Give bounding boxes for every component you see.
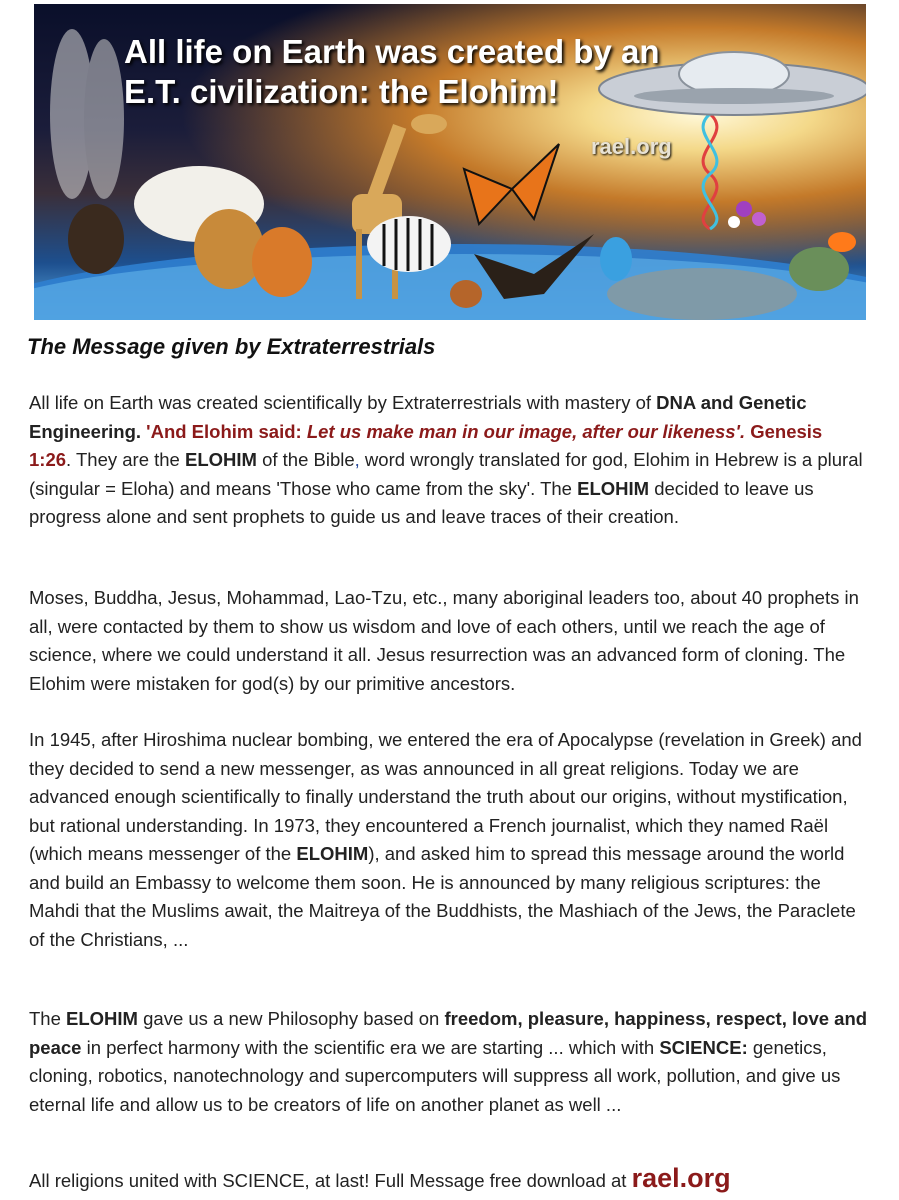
butterfly xyxy=(464,144,559,224)
p1-bold-elohim-2: ELOHIM xyxy=(577,477,650,499)
p1-text-4: word wrongly translated for god, Elohim in Hebrew is a plural (singular = Eloha) and means 'Those who came from the sky'. The xyxy=(29,449,863,499)
chimpanzee xyxy=(68,204,124,274)
p4-bold-values: freedom, pleasure, happiness, respect, love and peace xyxy=(29,1008,868,1058)
banner-image xyxy=(34,4,866,320)
human-silhouettes xyxy=(50,29,124,199)
p1-quote-intro: 'And Elohim said: xyxy=(141,420,307,442)
p1-text-3: of the Bible xyxy=(256,449,355,470)
p5-text: All religions united with SCIENCE, at last! Full Message free download at xyxy=(29,1170,632,1191)
p4-text-4: genetics, cloning, robotics, nanotechnology and supercomputers will suppress all work, pollution, and give us eternal life and allow us to be creators of life on another planet as well ... xyxy=(29,1036,841,1115)
paragraph-prophets: Moses, Buddha, Jesus, Mohammad, Lao-Tzu, etc., many aboriginal leaders too, about 40 prophets in all, were contacted by them to show us wisdom and love of each others, until we reach the age of science, where we could understand it all. Jesus resurrection was an advanced form of cloning. The Elohim were mistaken for god(s) by our primitive ancestors. xyxy=(29,587,859,694)
parrot xyxy=(600,237,632,281)
p1-quote-text: Let us make man in our image, after our likeness'. xyxy=(306,420,746,442)
p1-text-2: . They are the xyxy=(66,449,185,470)
p1-text-1: All life on Earth was created scientifically by Extraterrestrials with mastery of xyxy=(29,392,657,413)
p1-bold-dna: DNA and Genetic Engineering. xyxy=(29,392,807,442)
p4-text-3: in perfect harmony with the scientific era we are starting ... which with xyxy=(81,1036,660,1058)
banner-title-line-1: All life on Earth was created by an xyxy=(124,33,660,70)
whale xyxy=(607,268,797,320)
p3-bold-elohim: ELOHIM xyxy=(296,843,369,864)
p4-bold-science: SCIENCE: xyxy=(659,1036,748,1058)
lion xyxy=(194,209,264,289)
page-heading: The Message given by Extraterrestrials xyxy=(27,334,436,359)
p1-genesis-reference: Genesis 1:26 xyxy=(29,420,823,470)
dna-helix xyxy=(703,114,717,229)
p1-comma: , xyxy=(354,449,360,470)
p4-bold-elohim: ELOHIM xyxy=(66,1008,138,1029)
tiger xyxy=(252,227,312,297)
paragraph-download xyxy=(29,1164,869,1196)
p1-text-5: decided to leave us progress alone and sent prophets to guide us and leave traces of their creation. xyxy=(29,477,814,527)
p4-text-2: gave us a new Philosophy based on xyxy=(137,1008,445,1029)
p3-text-1: In 1945, after Hiroshima nuclear bombing, we entered the era of Apocalypse (revelation in Greek) and they decided to send a new messenger, as was announced in all great religions. Today we are advanced enough scientifically to finally understand the truth about our origins, without mystification, but rational understanding. In 1973, they encountered a French journalist, which they named Raël (which means messenger of the xyxy=(29,729,862,864)
p3-text-2: ), and asked him to spread this message around the world and build an Embassy to welcome them soon. He is announced by many religious scriptures: the Mahdi that the Muslims await, the Maitreya of the Buddhists, the Mashiach of the Jews, the Paraclete of the Christians, ... xyxy=(29,843,856,950)
fish xyxy=(828,232,856,252)
flowers xyxy=(728,201,766,228)
paragraph-creation xyxy=(29,389,869,532)
paragraph-philosophy xyxy=(29,1005,869,1119)
turtle xyxy=(789,247,849,291)
paragraph-messenger xyxy=(29,726,869,954)
p1-bold-elohim-1: ELOHIM xyxy=(184,449,257,470)
banner-title-line-2: E.T. civilization: the Elohim! xyxy=(124,73,559,110)
p4-text-1: The xyxy=(29,1008,67,1029)
download-site-link[interactable]: rael.org xyxy=(631,1163,731,1193)
banner-title xyxy=(124,32,660,112)
banner-site-label: rael.org xyxy=(591,134,672,159)
squirrel xyxy=(450,280,482,308)
